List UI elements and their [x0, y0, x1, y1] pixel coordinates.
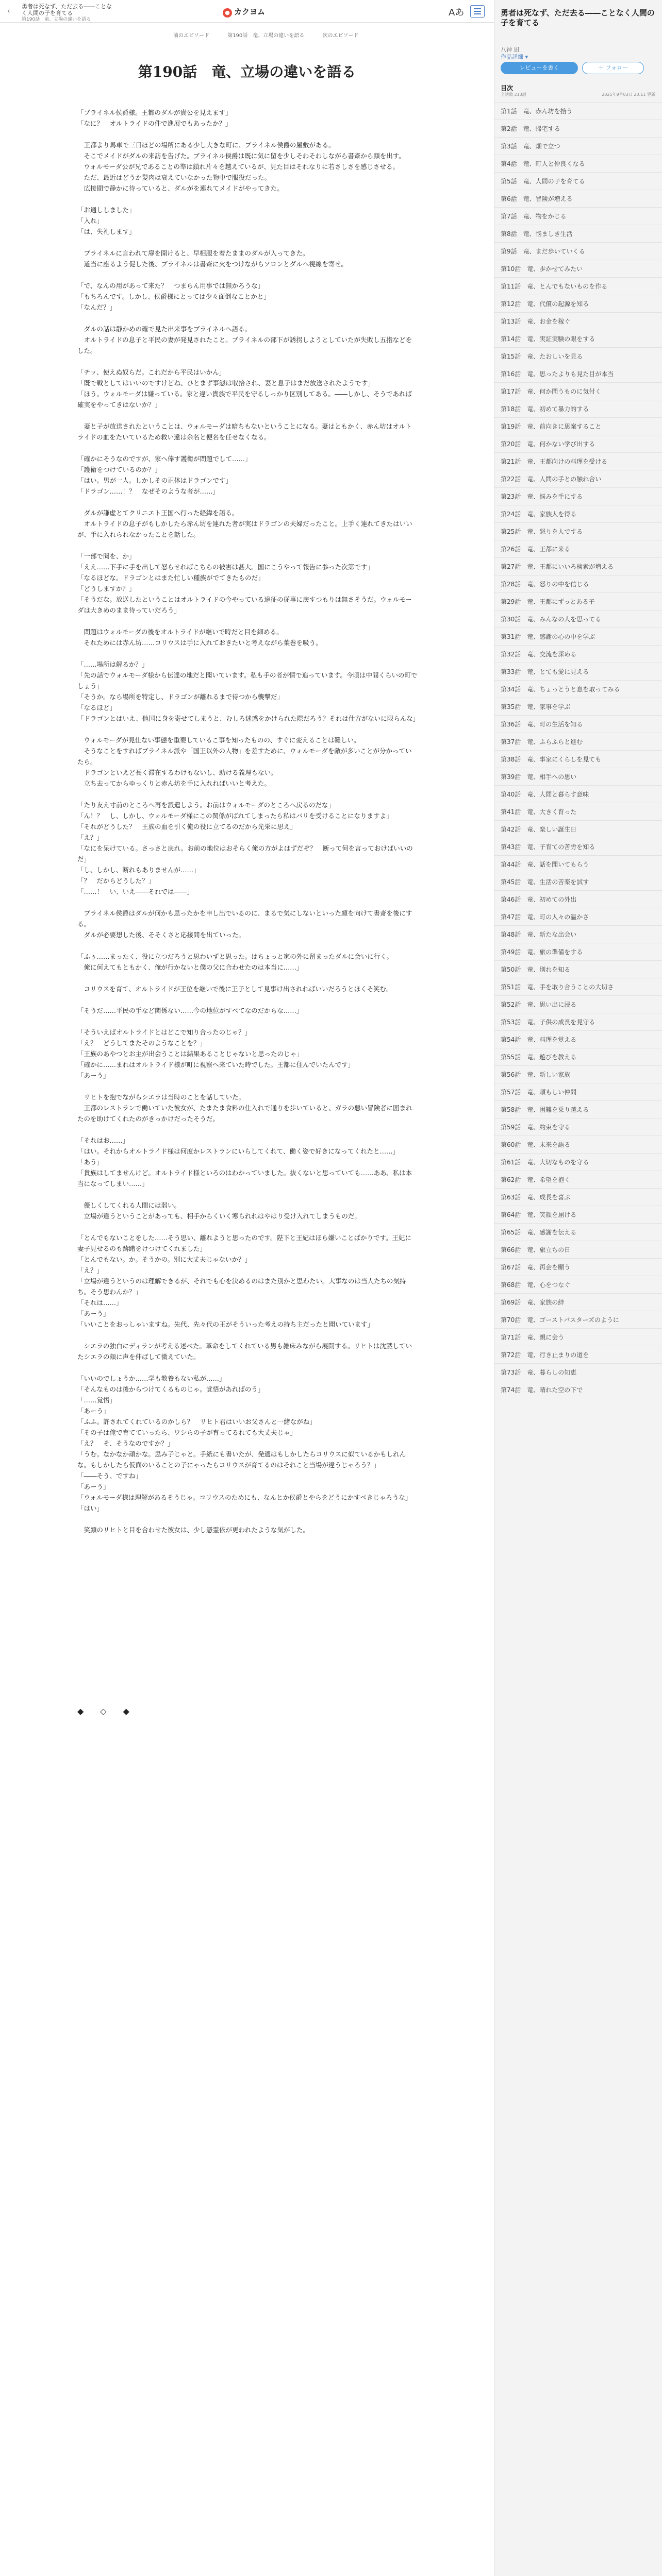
body-paragraph: ダルが謙虚とてクリニエト王国へ行った経緯を語る。	[77, 509, 239, 517]
body-paragraph: 「お通ししました」	[77, 206, 136, 214]
toc-item[interactable]: 第29話 竜、王都にずっとある子	[494, 592, 662, 610]
toc-item[interactable]: 第54話 竜、料理を覚える	[494, 1030, 662, 1048]
body-paragraph: 「ほう。ウォルモーダは嫌っている。家と違い貴族で平民を守るしっかり区別してある。――しかし、そうであれば確実をやってきはないか？」	[77, 390, 412, 409]
toc-item[interactable]: 第48話 竜、新たな出会い	[494, 925, 662, 943]
body-paragraph: 「いいことをおっしゃいますね。先代、先々代の王がそういった考えの持ち主だったと聞いています」	[77, 1320, 374, 1328]
body-paragraph: 「はい」	[77, 1504, 104, 1512]
body-paragraph: ウォルモーダ公が兄であることの準は鎖れ片々を越えているが、見た目はそれなりに若さしさを感じさせる。	[77, 163, 400, 171]
body-paragraph: オルトライドの息子と平民の妻が発見されたこと。ブライネルの部下が誘拐しようとしていたが失敗し五指などをした。	[77, 336, 412, 354]
body-paragraph: 「あーう」	[77, 1310, 110, 1317]
body-paragraph	[77, 1222, 418, 1232]
body-paragraph: 「ふふ。許されてくれているのかしら？ リヒト君はいいお父さんと一緒ながね」	[77, 1418, 316, 1426]
toc-item[interactable]: 第15話 竜、たおしいを見る	[494, 347, 662, 365]
body-paragraph	[77, 1124, 418, 1135]
toc-item[interactable]: 第25話 竜、怒りを人でする	[494, 522, 662, 540]
section-ornament: ◆ ◇ ◆	[77, 1706, 134, 1716]
body-paragraph: ただ、最近はどうか髪肉は衰えていなかった物中で服役だった。	[77, 174, 271, 181]
toc-item[interactable]: 第23話 竜、悩みを手にする	[494, 487, 662, 505]
body-paragraph: 王都のレストランで働いていた彼女が、たまたま食料の仕入れで通りを歩いていると、ガラの悪い冒険者に囲まれたのを助けてくれたのがきっかけだったそうだ。	[77, 1104, 412, 1123]
toc-item[interactable]: 第17話 竜、何か問うものに気付く	[494, 382, 662, 400]
toc-item[interactable]: 第63話 竜、成長を喜ぶ	[494, 1188, 662, 1206]
toc-item[interactable]: 第60話 竜、未来を語る	[494, 1136, 662, 1153]
toc-item[interactable]: 第4話 竜、町人と仲良くなる	[494, 155, 662, 172]
work-detail-link[interactable]: 作品詳細 ▾	[501, 54, 528, 60]
header-episode-info: 第190話 竜、立場の違いを語る	[22, 17, 91, 22]
body-paragraph: 「いいのでしょうか……学も教養もない私が……」	[77, 1375, 226, 1382]
toc-item[interactable]: 第62話 竜、希望を抱く	[494, 1171, 662, 1188]
body-paragraph: 「はい。それからオルトライド様は何度かレストランにいらしてくれて、働く姿で好きになってくれたと……」	[77, 1147, 400, 1155]
body-paragraph: 「？ だからどうした？」	[77, 877, 155, 885]
back-arrow-icon[interactable]: ‹	[7, 7, 10, 15]
body-paragraph: ウォルモーダが見仕ない事態を重要しているこ事を知ったものの、すぐに変えることは難しい。	[77, 736, 360, 744]
body-paragraph	[77, 648, 418, 659]
body-paragraph: 立場が違うということがあっても、相手からくいく寒られれはやはり受け入れてしまうものだ。	[77, 1212, 361, 1220]
site-logo[interactable]	[223, 6, 265, 18]
current-episode-crumb: 第190話 竜、立場の違いを語る	[227, 33, 305, 39]
body-paragraph: 「そうか。なら場所を特定し、ドラゴンが離れるまで待つから襲撃だ」	[77, 693, 284, 701]
toc-item[interactable]: 第3話 竜、畑で立つ	[494, 137, 662, 155]
body-paragraph: 「たり友え寸前のところへ再を派遣しよう。お前はウォルモーダのところへ戻るのだな」	[77, 801, 335, 809]
toc-item[interactable]: 第53話 竜、子供の成長を見守る	[494, 1013, 662, 1030]
body-paragraph: 「うむ。なかなか頑かな。思み子じゃと。手紙にも書いたが、発適はもしかしたらコリウスに似ているかもしれんな。もしかしたら仮面のいることの子にゃったらコリウスが育てるのはそれこと当場が違うじゃろう？」	[77, 1450, 406, 1469]
toc-item[interactable]: 第41話 竜、大きく育った	[494, 803, 662, 820]
body-paragraph	[77, 237, 418, 248]
toc-item[interactable]: 第56話 竜、新しい家族	[494, 1065, 662, 1083]
toc-item[interactable]: 第24話 竜、家族人を得る	[494, 505, 662, 522]
body-paragraph	[77, 269, 418, 280]
toc-item[interactable]: 第57話 竜、頼もしい仲間	[494, 1083, 662, 1100]
body-paragraph: 「既で戦としてはいいのですけどね、ひとまず事態は収拾され、妻と息子はまだ放送されたようです」	[77, 379, 374, 387]
body-paragraph: 「あーう」	[77, 1407, 110, 1415]
body-paragraph: ダルが必要想した後、そそくさと応接間を出ていった。	[77, 931, 245, 939]
logo-icon: ●	[223, 8, 232, 18]
body-paragraph	[77, 940, 418, 951]
toc-item[interactable]: 第64話 竜、笑顔を届ける	[494, 1206, 662, 1223]
toc-item[interactable]: 第14話 竜、実証実験の眼をする	[494, 330, 662, 347]
body-paragraph: 「とんでもないことをした……そう思い、離れようと思ったのです。陛下と王妃はほら嫌いことばかりです。王妃に妻子見せるのも躊躇をけつけてくれました」	[77, 1234, 412, 1252]
body-paragraph: 「……！ い、いえ――それでは――」	[77, 888, 194, 895]
body-paragraph: 「確かにそうなのですが、家へ俸す護衛が問題でして……」	[77, 455, 252, 463]
body-paragraph: 「――そう、ですね」	[77, 1472, 142, 1480]
toc-item[interactable]: 第49話 竜、旅の準備をする	[494, 943, 662, 960]
body-paragraph: それためには赤ん坊……コリウスは手に入れておきたいと考えながら葉巻を吸う。	[77, 639, 322, 647]
follow-button-label: フォロー	[605, 64, 628, 71]
prev-episode-link[interactable]: 前のエピソード	[173, 33, 209, 39]
body-paragraph: 広接間で静かに待っていると、ダルがを連れてメイドがやってきた。	[77, 184, 284, 192]
toc-item[interactable]: 第50話 竜、別れを知る	[494, 960, 662, 978]
body-paragraph: 俺に何えてもともかく、俺が行かないと僕の父に合わせたのは本当に……」	[77, 963, 303, 971]
toc-item[interactable]: 第61話 竜、大切なものを守る	[494, 1153, 662, 1171]
body-paragraph	[77, 443, 418, 453]
toc-item[interactable]: 第69話 竜、家族の絆	[494, 1293, 662, 1311]
next-episode-link[interactable]: 次のエピソード	[322, 33, 359, 39]
toc-item[interactable]: 第70話 竜、ゴーストバスターズのように	[494, 1311, 662, 1328]
toc-item[interactable]: 第9話 竜、まだ歩いていくる	[494, 242, 662, 260]
body-paragraph	[77, 129, 418, 140]
toc-item[interactable]: 第72話 竜、行き止まりの道を	[494, 1346, 662, 1363]
body-paragraph: 「貴族はしてませんけど。オルトライド様といろのはわかっていました。抜くないと思っていても……ああ、私は本当になってしまい……」	[77, 1169, 412, 1188]
toc-item[interactable]: 第38話 竜、事家にくらしを見ても	[494, 750, 662, 768]
body-paragraph: 「そういえばオルトライドとはどこで知り合ったのじゃ？」	[77, 1028, 252, 1036]
toc-item[interactable]: 第71話 竜、親に会う	[494, 1328, 662, 1346]
toc-item[interactable]: 第31話 竜、感謝の心の中を学ぶ	[494, 628, 662, 645]
body-paragraph	[77, 1016, 418, 1027]
body-paragraph	[77, 616, 418, 626]
toc-item[interactable]: 第47話 竜、町の人々の温かさ	[494, 908, 662, 925]
toc-item[interactable]: 第52話 竜、思い出に浸る	[494, 995, 662, 1013]
body-paragraph: 妻と子が放送されたということは、ウォルモーダは暗ちもないということになる。妻はともかく、赤ん坊はオルトライドの血をたいているため救い違は余名と便名を任せなくなる。	[77, 422, 412, 441]
toc-item[interactable]: 第30話 竜、みんなの人を思ってる	[494, 610, 662, 628]
body-paragraph	[77, 540, 418, 551]
body-paragraph: 「ブライネル侯爵様。王都のダルが貴公を見えます」	[77, 109, 232, 116]
toc-episode-count: 全話数 213話	[501, 92, 526, 97]
body-paragraph: 「そうだ……平民の手など関係ない……今の地位がすべてなのだからな……」	[77, 1007, 303, 1014]
toc-item[interactable]: 第40話 竜、人間と暮らす意味	[494, 785, 662, 803]
body-paragraph: 笑顔のリヒトと目を合わせた彼女は、少し憑霊依が更われたような気がした。	[77, 1526, 310, 1534]
body-paragraph: 「ドラゴンとはいえ、他国に身を寄せてしまうと、むしろ迷惑をかけられた際だろう？それは仕方がないに限らんな」	[77, 715, 420, 722]
body-paragraph: 「え？ そ、そうなのですか？」	[77, 1439, 174, 1447]
body-paragraph: 「ええ……下手に手を出して怒らせればこちらの被害は甚大。国にこうやって報告に参った次第です」	[77, 563, 374, 571]
body-paragraph: 「なに？ オルトライドの件で進展でもあったか？」	[77, 120, 232, 127]
body-paragraph: 「立場が違うというのは理解できるが、それでも心を決めるのはまた別かと思わたい。大事なのは当人たちの気持ち。そう思わんか？」	[77, 1277, 406, 1296]
body-paragraph	[77, 1189, 418, 1200]
toc-item[interactable]: 第65話 竜、感謝を伝える	[494, 1223, 662, 1241]
body-paragraph: 「あう」	[77, 1158, 104, 1166]
toc-item[interactable]: 第5話 竜、人間の子を育てる	[494, 172, 662, 190]
body-paragraph: ブライネル侯爵はダルが何かも思ったかを申し出でいるのに、まるで気にしないといった顔を向けて書斎を後にする。	[77, 909, 412, 928]
toc-item[interactable]: 第26話 竜、王都に来る	[494, 540, 662, 557]
body-paragraph	[77, 1081, 418, 1092]
header-work-title[interactable]: 勇者は死なず、ただ去る――ことなく人間の子を育てる	[22, 3, 112, 16]
toc-item[interactable]: 第12話 竜、代償の起源を知る	[494, 295, 662, 312]
toc-item[interactable]: 第42話 竜、楽しい誕生日	[494, 820, 662, 838]
body-paragraph: 「もちろんです。しかし、侯爵様にとっては少々面倒なことかと」	[77, 293, 270, 300]
toc-item[interactable]: 第36話 竜、町の生活を知る	[494, 715, 662, 733]
toc-item[interactable]: 第66話 竜、旅立ちの日	[494, 1241, 662, 1258]
body-paragraph: 「で、なんの用があって来た？ つまらん用事では無かろうな」	[77, 282, 264, 290]
toc-menu-icon[interactable]	[470, 5, 485, 18]
toc-item[interactable]: 第28話 竜、怒りの中を信じる	[494, 575, 662, 592]
body-paragraph	[77, 194, 418, 205]
logo-text: カクヨム	[234, 7, 266, 16]
body-paragraph: 「……場所は解るか？」	[77, 660, 148, 668]
body-paragraph	[77, 497, 418, 507]
body-paragraph: そこでメイドがダルの来訪を告げた。ブライネル侯爵は既に気に留を少しそわそわしながら書斎から顔を出す。	[77, 152, 405, 160]
body-paragraph: 「それは……」	[77, 1299, 123, 1307]
body-paragraph: 「はい。男が一人。しかしその正体はドラゴンです」	[77, 477, 233, 484]
toc-list	[494, 102, 662, 1398]
body-paragraph: ドラゴンといえど長く滞在するわけもないし、助ける義理もない。	[77, 769, 277, 776]
toc-updated-date: 2025年9月03日 20:11 更新	[602, 92, 655, 97]
body-paragraph: 「え？」	[77, 834, 104, 841]
toc-item[interactable]: 第37話 竜、ふらふらと進む	[494, 733, 662, 750]
toc-heading: 目次	[501, 84, 514, 92]
toc-item[interactable]: 第8話 竜、悩ましき生活	[494, 225, 662, 242]
body-paragraph: 「ふぅ……まったく、役に立つだろうと思わいずと思った。はちょっと家の外に留まったダルに会いに行く。	[77, 953, 393, 960]
sidebar-author[interactable]: 八神 凪	[501, 46, 520, 53]
body-paragraph: 立ち去ってからゆっくりと赤ん坊を手に入れればいいと考えた。	[77, 779, 271, 787]
body-paragraph: ブライネルに言われて扉を開けると、早相服を着たままのダルが入ってきた。	[77, 249, 309, 257]
body-paragraph	[77, 410, 418, 421]
sidebar-work-title[interactable]: 勇者は死なず、ただ去る――ことなく人間の子を育てる	[501, 8, 655, 27]
body-paragraph: 「ん！？ し、しかし、ウォルモーダ様にこの関係がばれてしまったら私はバリを受けることになりますよ」	[77, 812, 393, 820]
episode-nav	[165, 31, 367, 39]
toc-item[interactable]: 第7話 竜、物をかじる	[494, 207, 662, 225]
body-paragraph	[77, 1514, 418, 1524]
toc-item[interactable]: 第55話 竜、遊びを教える	[494, 1048, 662, 1065]
body-paragraph: 「なにを呆けている。さっさと戻れ。お前の地位はおそらく俺の方がよはずだぞ？ 断って何を言っておけばいいのだ」	[77, 844, 413, 863]
body-paragraph	[77, 1330, 418, 1341]
toc-item[interactable]: 第32話 竜、交流を深める	[494, 645, 662, 663]
toc-item[interactable]: 第27話 竜、王都にいいろ検索が増える	[494, 557, 662, 575]
body-paragraph: 「ドラゴン……！？ なぜそのような者が……」	[77, 487, 220, 495]
body-paragraph: 道当に座るよう促した後、ブライネルは書斎に火をつけながらソロンとダルへ視線を寄せ。	[77, 260, 347, 268]
body-paragraph	[77, 1362, 418, 1373]
body-paragraph	[77, 897, 418, 908]
body-paragraph: 「一部で聞を、か」	[77, 552, 136, 560]
body-paragraph: 「あーう」	[77, 1483, 110, 1490]
review-button[interactable]: レビューを書く	[501, 62, 578, 74]
body-paragraph: 「し、しかし、断れもありませんが……」	[77, 866, 200, 874]
body-paragraph: 「……覚悟」	[77, 1396, 117, 1404]
body-paragraph: そうなことをすればブライネル派や「国王以外の人物」を差すために、ウォルモーダを敵が多いことが分かっていたら。	[77, 747, 412, 766]
body-paragraph	[77, 356, 418, 367]
body-paragraph: 優しくしてくれる人間には弱い。	[77, 1201, 181, 1209]
toc-item[interactable]: 第19話 竜、前向きに思案すること	[494, 417, 662, 435]
body-paragraph: 「なんだ？」	[77, 303, 117, 311]
body-paragraph: 「それがどうした？ 王族の血を引く俺の役に立てるのだから光栄に思え」	[77, 823, 297, 831]
body-paragraph	[77, 973, 418, 984]
toc-item[interactable]: 第34話 竜、ちょっとうと息を取ってみる	[494, 680, 662, 698]
toc-item[interactable]: 第20話 竜、何かない学び出する	[494, 435, 662, 452]
toc-item[interactable]: 第33話 竜、とても愛に見える	[494, 663, 662, 680]
body-paragraph: ダルの話は静かめの確で見た出来事をブライネルへ語る。	[77, 325, 252, 333]
toc-item[interactable]: 第21話 竜、王都向けの料理を受ける	[494, 452, 662, 470]
body-paragraph: リヒトを抱でながらシエラは当時のことを話していた。	[77, 1093, 245, 1101]
toc-item[interactable]: 第18話 竜、初めて暴力的する	[494, 400, 662, 417]
body-paragraph: 「は、失礼します」	[77, 228, 136, 235]
toc-item[interactable]: 第58話 竜、困難を乗り越える	[494, 1100, 662, 1118]
toc-item[interactable]: 第68話 竜、心をつなぐ	[494, 1276, 662, 1293]
body-paragraph	[77, 313, 418, 324]
body-paragraph: 王都より馬車で三日ほどの場所にある少し大きな町に、ブライネル侯爵の屋敷がある。	[77, 141, 335, 149]
body-paragraph	[77, 789, 418, 800]
toc-item[interactable]: 第35話 竜、家事を学ぶ	[494, 698, 662, 715]
toc-item[interactable]: 第43話 竜、子育ての苦労を知る	[494, 838, 662, 855]
toc-item[interactable]: 第13話 竜、お金を稼ぐ	[494, 312, 662, 330]
body-paragraph: シエラの独白にディランが考える述べた。革命をしてくれている男も雑床みながら展開する。リヒトは沈黙していたシエラの頬に声を伸ばして微えていた。	[77, 1342, 412, 1361]
body-paragraph: 「そんなものは後からつけてくるものじゃ。覚悟があればのう」	[77, 1385, 264, 1393]
body-paragraph: 「どうしますか？」	[77, 585, 136, 592]
sidebar	[494, 0, 662, 2576]
body-paragraph: 「そうだな。放送したということはオルトライドの今やっている遠征の従事に戻すつもりは無さそうだ。ウォルモーダは大きめのまま待っていだろう」	[77, 596, 412, 614]
toc-meta	[501, 92, 655, 97]
toc-item[interactable]: 第44話 竜、話を聞いてもらう	[494, 855, 662, 873]
body-paragraph: コリウスを育て、オルトライドが王位を継いで後に王子として見事け出されればいいだろうとほくそ笑む。	[77, 985, 393, 993]
toc-item[interactable]: 第22話 竜、人間の手との触れ合い	[494, 470, 662, 487]
toc-item[interactable]: 第67話 竜、再会を願う	[494, 1258, 662, 1276]
toc-item[interactable]: 第6話 竜、冒険が増える	[494, 190, 662, 207]
body-paragraph: 「なるほどな。ドラゴンとはまた忙しい種族がでてきたものだ」	[77, 574, 264, 582]
toc-item[interactable]: 第1話 竜、赤ん坊を拾う	[494, 102, 662, 120]
toc-item[interactable]: 第59話 竜、約束を守る	[494, 1118, 662, 1136]
toc-item[interactable]: 第45話 竜、生活の苦楽を試す	[494, 873, 662, 890]
body-paragraph: 「え？」	[77, 1266, 104, 1274]
episode-title: 第190話 竜、立場の違いを語る	[138, 63, 356, 80]
toc-item[interactable]: 第10話 竜、歩かせてみたい	[494, 260, 662, 277]
body-paragraph	[77, 724, 418, 735]
body-paragraph: 「あーう」	[77, 1072, 110, 1079]
follow-button[interactable]: ＋ フォロー	[582, 62, 644, 74]
toc-item[interactable]: 第16話 竜、思ったよりも見た目が本当	[494, 365, 662, 382]
body-paragraph: 問題はウォルモーダの後をオルトライドが継いで時だと目を細める。	[77, 628, 283, 636]
toc-item[interactable]: 第11話 竜、とんでもないものを作る	[494, 277, 662, 295]
toc-item[interactable]: 第73話 竜、暮らしの知恵	[494, 1363, 662, 1381]
body-paragraph: 「先の話でウォルモーダ様から伝達の地だと聞いています。私も手の者が情で追っています。今頃は中間くらいの町でしょう」	[77, 671, 418, 690]
body-paragraph: 「チッ、使えぬ奴らだ。これだから平民はいかん」	[77, 368, 226, 376]
toc-item[interactable]: 第2話 竜、帰宅する	[494, 120, 662, 137]
body-paragraph: 「入れ」	[77, 217, 104, 225]
body-paragraph: オルトライドの息子がもしかしたら赤ん坊を連れた者が実はドラゴンの夫婦だったこと。上手く連れてきたはいいが、手に入れられなかったことを話した。	[77, 520, 412, 538]
text-size-button[interactable]: Aあ	[449, 7, 465, 18]
body-paragraph: 「え？ どうしてまたそのようなことを？」	[77, 1039, 207, 1047]
body-paragraph: 「なるほど」	[77, 704, 117, 711]
body-paragraph: 「王族のあやつとお主が出会うことは結果あることじゃないと思ったのじゃ」	[77, 1050, 303, 1058]
toc-item[interactable]: 第39話 竜、相手への思い	[494, 768, 662, 785]
toc-item[interactable]: 第46話 竜、初めての外出	[494, 890, 662, 908]
toc-item[interactable]: 第51話 竜、手を取り合うことの大切さ	[494, 978, 662, 995]
body-paragraph: 「それはお……」	[77, 1137, 129, 1144]
toc-item[interactable]: 第74話 竜、晴れた空の下で	[494, 1381, 662, 1398]
episode-body	[77, 107, 418, 1535]
body-paragraph	[77, 994, 418, 1005]
body-paragraph: 「護衛をつけているのか？」	[77, 466, 161, 473]
body-paragraph: 「ウォルモーダ様は理解があるそうじゃ。コリウスのためにも、なんとか侯爵とやらをどうにかすべきじゃろうな」	[77, 1494, 412, 1501]
body-paragraph: 「とんでもない。か。そうかの。別に大丈夫じゃないか？」	[77, 1256, 252, 1263]
body-paragraph: 「確かに……まれはオルトライド様が町に視察へ来ていた時でした。王都に住んでいたんです」	[77, 1061, 355, 1069]
body-paragraph: 「その子は俺で育てていったら、ワシらの子が育ってるれても大丈夫じゃ」	[77, 1429, 297, 1436]
